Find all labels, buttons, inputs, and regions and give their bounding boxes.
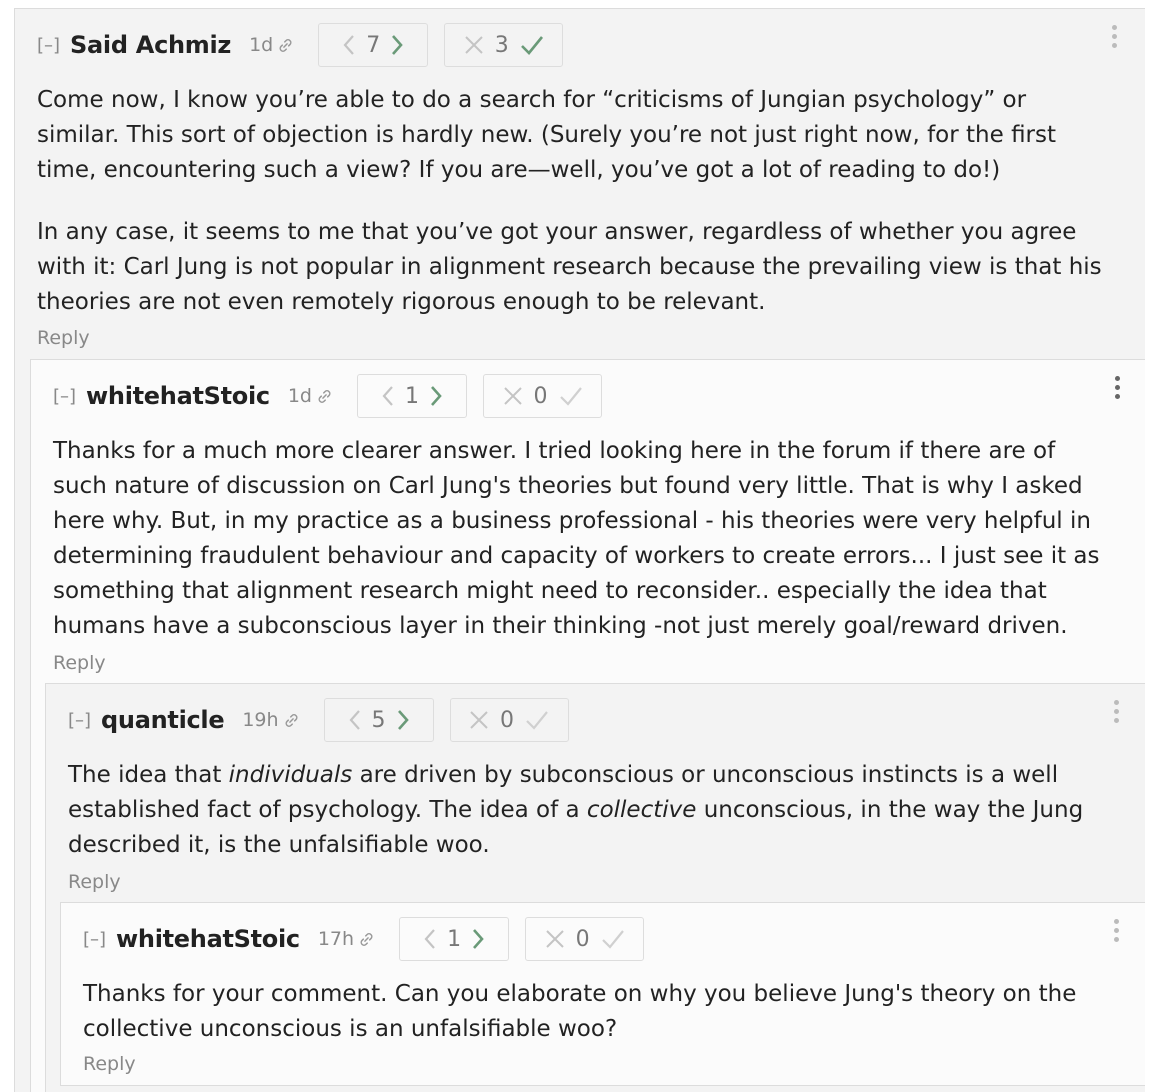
chevron-left-icon[interactable] <box>342 33 356 57</box>
karma-score: 7 <box>366 32 381 58</box>
agreement-score: 0 <box>575 926 590 952</box>
chevron-left-icon[interactable] <box>348 708 362 732</box>
reply-link[interactable]: Reply <box>68 871 121 893</box>
karma-vote <box>324 698 434 742</box>
x-icon[interactable] <box>502 385 524 407</box>
comment-paragraph: Thanks for a much more clearer answer. I tried looking here in the forum if there are of such nature of discussion on Carl Jung's theories but found very little. That is why I asked here why. But, in my practice as a business professional - his theories were very helpful in determining fraudulent behaviour and capacity of workers to create errors... I just see it as something that alignment research might need to reconsider.. especially the idea that humans have a subconscious layer in their thinking -not just merely goal/reward driven. <box>53 438 1100 639</box>
reply-link[interactable]: Reply <box>83 1053 136 1075</box>
chevron-left-icon[interactable] <box>423 927 437 951</box>
comment-body <box>68 758 1130 863</box>
agreement-vote <box>450 698 569 742</box>
check-icon[interactable] <box>600 928 626 950</box>
reply-link[interactable]: Reply <box>37 327 90 349</box>
comment-header <box>83 917 644 961</box>
collapse-toggle[interactable]: [–] <box>68 709 92 731</box>
link-icon[interactable] <box>277 37 294 54</box>
karma-vote <box>357 374 467 418</box>
karma-score: 1 <box>405 383 419 409</box>
karma-score: 1 <box>447 926 462 952</box>
text-run: The idea that <box>68 762 229 788</box>
collapse-toggle[interactable]: [–] <box>53 385 77 407</box>
x-icon[interactable] <box>468 709 490 731</box>
chevron-right-icon[interactable] <box>471 927 485 951</box>
chevron-left-icon[interactable] <box>381 384 395 408</box>
collapse-toggle[interactable]: [–] <box>37 34 61 56</box>
x-icon[interactable] <box>544 928 566 950</box>
agreement-score: 0 <box>533 383 548 409</box>
chevron-right-icon[interactable] <box>429 384 443 408</box>
check-icon[interactable] <box>558 385 584 407</box>
x-icon[interactable] <box>463 34 485 56</box>
comment-author[interactable]: whitehatStoic <box>116 925 300 953</box>
more-vertical-icon[interactable] <box>1113 376 1121 406</box>
comment-paragraph: Thanks for your comment. Can you elaborate on why you believe Jung's theory on the collective unconscious is an unfalsifiable woo? <box>83 981 1077 1042</box>
comment-paragraph: Come now, I know you’re able to do a search for “criticisms of Jungian psychology” or similar. This sort of objection is hardly new. (Surely you’re not just right now, for the first time, encountering such a view? If you are—well, you’ve got a lot of reading to do!) <box>37 87 1057 183</box>
collapse-toggle[interactable]: [–] <box>83 928 107 950</box>
karma-score: 5 <box>371 707 386 733</box>
comment-header <box>53 374 602 418</box>
comment-author[interactable]: quanticle <box>101 706 225 734</box>
comment-age[interactable]: 1d <box>249 34 274 56</box>
chevron-right-icon[interactable] <box>396 708 410 732</box>
agreement-vote <box>444 23 563 67</box>
comment-body <box>53 434 1103 644</box>
comment-paragraph: In any case, it seems to me that you’ve got your answer, regardless of whether you agree with it: Carl Jung is not popular in alignment research because the prevailing view is that his theories are not even remotely rigorous enough to be relevant. <box>37 219 1102 315</box>
comment-age[interactable]: 19h <box>242 709 279 731</box>
emphasis: individuals <box>228 762 353 788</box>
agreement-score: 0 <box>500 707 515 733</box>
agreement-vote <box>483 374 602 418</box>
link-icon[interactable] <box>283 712 300 729</box>
comment-whitehatstoic-2 <box>60 902 1145 1086</box>
comment-header <box>37 23 563 67</box>
text-run: are driven by subconscious or unconscious instincts is a well established fact of psychology. The idea of a <box>68 762 1059 823</box>
link-icon[interactable] <box>316 388 333 405</box>
chevron-right-icon[interactable] <box>390 33 404 57</box>
reply-link[interactable]: Reply <box>53 652 106 674</box>
check-icon[interactable] <box>519 34 545 56</box>
comment-age[interactable]: 1d <box>287 385 312 407</box>
emphasis: collective <box>586 797 697 823</box>
comment-header <box>68 698 569 742</box>
more-vertical-icon[interactable] <box>1112 700 1120 730</box>
agreement-vote <box>525 917 644 961</box>
comment-body <box>83 977 1123 1047</box>
karma-vote <box>399 917 509 961</box>
check-icon[interactable] <box>524 709 550 731</box>
comment-author[interactable]: Said Achmiz <box>70 31 232 59</box>
comment-body <box>37 83 1112 320</box>
karma-vote <box>318 23 428 67</box>
comment-age[interactable]: 17h <box>317 928 355 950</box>
text-run: unconscious, in the way the Jung described it, is the unfalsifiable woo. <box>68 797 1084 858</box>
comment-author[interactable]: whitehatStoic <box>86 382 270 410</box>
comment-paragraph <box>68 758 1130 863</box>
agreement-score: 3 <box>494 32 509 58</box>
more-vertical-icon[interactable] <box>1110 25 1118 55</box>
link-icon[interactable] <box>358 931 375 948</box>
more-vertical-icon[interactable] <box>1112 919 1120 949</box>
